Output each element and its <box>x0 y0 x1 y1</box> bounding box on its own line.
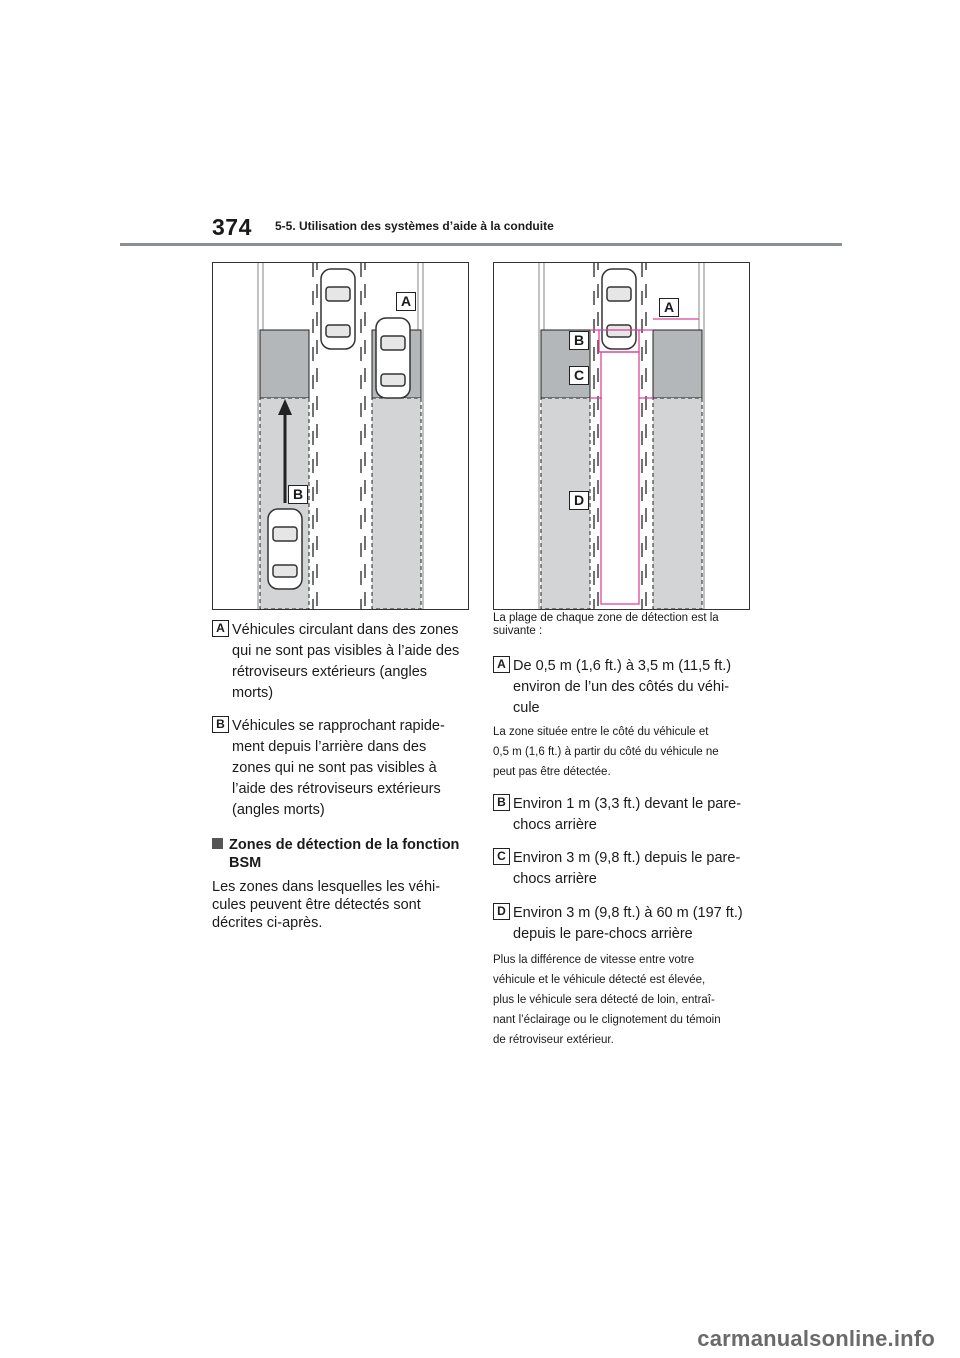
text-line: Plus la différence de vitesse entre votre <box>493 954 695 966</box>
text-line: cule <box>513 700 540 716</box>
text-line: Environ 3 m (9,8 ft.) à 60 m (197 ft.) <box>513 905 743 921</box>
text-line: nant l’éclairage ou le clignotement du témoin <box>493 1014 721 1026</box>
range-item-a <box>493 656 753 722</box>
note-final <box>493 950 758 1050</box>
figure-left-label-b: B <box>288 485 308 504</box>
text-line: zones qui ne sont pas visibles à <box>232 760 437 776</box>
text-line: chocs arrière <box>513 817 597 833</box>
range-item-d-text <box>513 903 743 945</box>
text-line: depuis le pare-chocs arrière <box>513 926 693 942</box>
note-a <box>493 722 758 782</box>
text-line: ment depuis l’arrière dans des <box>232 739 427 755</box>
text-line: Environ 3 m (9,8 ft.) depuis le pare- <box>513 850 741 866</box>
page-number: 374 <box>212 214 252 240</box>
range-item-b-text <box>513 794 741 836</box>
tag-b: B <box>493 794 510 811</box>
figure-left-illustration <box>213 263 468 609</box>
tag-b: B <box>212 716 229 733</box>
car-icon <box>268 509 302 589</box>
figure-right-label-b: B <box>569 331 589 350</box>
bsm-body: Les zones dans lesquelles les véhi-cules peuvent être détectés sont décrites ci-après. <box>212 879 441 931</box>
text-line: l’aide des rétroviseurs extérieurs <box>232 781 441 797</box>
text-line: Véhicules circulant dans des zones <box>232 622 459 638</box>
text-line: Environ 1 m (3,3 ft.) devant le pare- <box>513 796 742 812</box>
legend-item-b <box>212 716 472 828</box>
text-line: plus le véhicule sera détecté de loin, entraî- <box>493 994 715 1006</box>
figure-right <box>493 262 750 610</box>
watermark: carmanualsonline.info <box>697 1326 935 1351</box>
range-item-c <box>493 848 753 892</box>
text-line: environ de l’un des côtés du véhi- <box>513 679 730 695</box>
square-bullet-icon <box>212 838 223 849</box>
tag-a: A <box>212 620 229 637</box>
figure-left <box>212 262 469 610</box>
header-rule <box>120 243 842 246</box>
text-line: qui ne sont pas visibles à l’aide des <box>232 643 460 659</box>
car-icon <box>376 318 410 398</box>
figure-right-label-a: A <box>659 298 679 317</box>
text-line: rétroviseurs extérieurs (angles <box>232 664 428 680</box>
tag-c: C <box>493 848 510 865</box>
range-item-d <box>493 903 753 947</box>
text-line: (angles morts) <box>232 802 325 818</box>
right-intro: La plage de chaque zone de détection est la suivante : <box>493 612 719 637</box>
text-line: véhicule et le véhicule détecté est élevée, <box>493 974 706 986</box>
figure-right-label-c: C <box>569 366 589 385</box>
legend-item-a <box>212 620 472 710</box>
text-line: Véhicules se rapprochant rapide- <box>232 718 445 734</box>
legend-item-a-text <box>232 620 459 704</box>
text-line: De 0,5 m (1,6 ft.) à 3,5 m (11,5 ft.) <box>513 658 732 674</box>
figure-right-label-d: D <box>569 491 589 510</box>
figure-left-label-a: A <box>396 292 416 311</box>
bsm-heading-text: Zones de détection de la fonction BSM <box>229 837 460 871</box>
section-title: 5-5. Utilisation des systèmes d’aide à la conduite <box>275 219 554 233</box>
text-line: morts) <box>232 685 274 701</box>
text-line: chocs arrière <box>513 871 597 887</box>
text-line: La zone située entre le côté du véhicule et <box>493 726 709 738</box>
range-item-a-text <box>513 656 731 719</box>
text-line: de rétroviseur extérieur. <box>493 1034 614 1046</box>
range-item-b <box>493 794 753 838</box>
car-icon <box>602 269 636 349</box>
figure-right-illustration <box>494 263 749 609</box>
range-item-c-text <box>513 848 740 890</box>
tag-a: A <box>493 656 510 673</box>
text-line: 0,5 m (1,6 ft.) à partir du côté du véhicule ne <box>493 746 719 758</box>
text-line: peut pas être détectée. <box>493 766 611 778</box>
tag-d: D <box>493 903 510 920</box>
legend-item-b-text <box>232 716 445 821</box>
car-icon <box>321 269 355 349</box>
